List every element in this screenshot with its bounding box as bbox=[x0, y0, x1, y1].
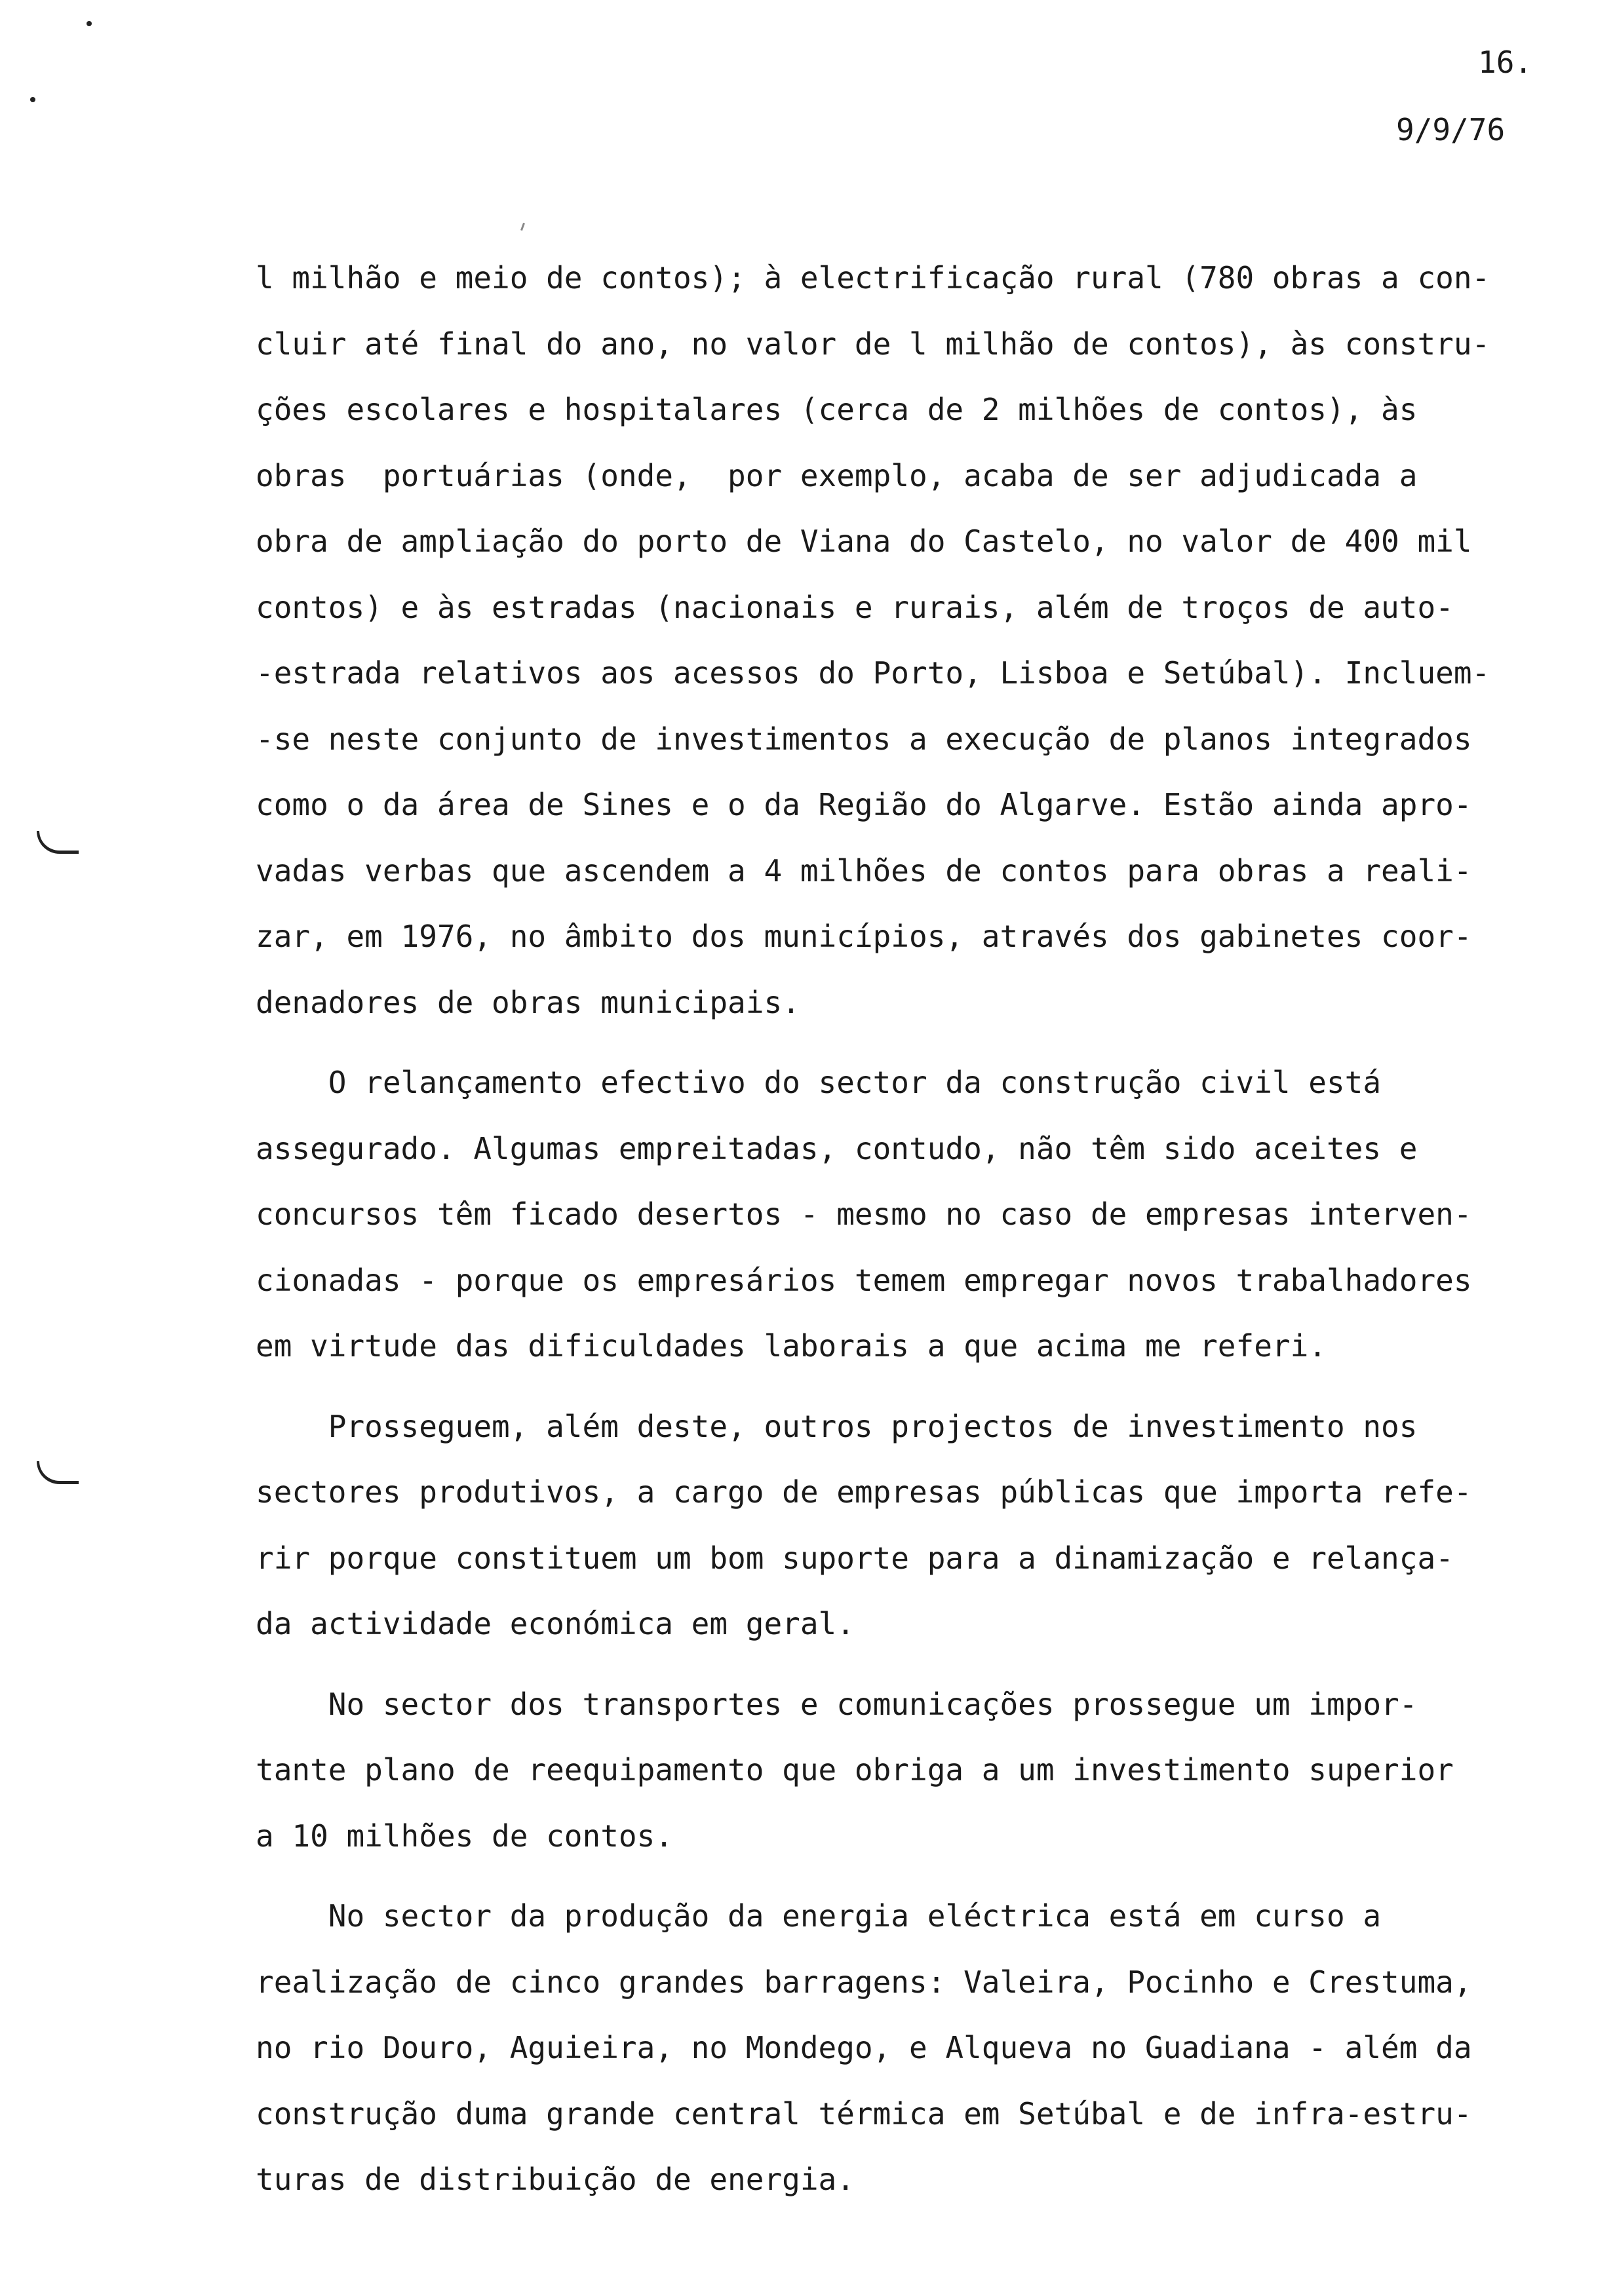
margin-dot-mark bbox=[30, 97, 35, 102]
text-line: obra de ampliação do porto de Viana do Castelo, no valor de 400 mil bbox=[256, 524, 1472, 559]
text-line: cluir até final do ano, no valor de l milhão de contos), às constru- bbox=[256, 326, 1490, 362]
text-line: como o da área de Sines e o da Região do Algarve. Estão ainda apro- bbox=[256, 787, 1472, 822]
text-line: sectores produtivos, a cargo de empresas públicas que importa refe- bbox=[256, 1474, 1472, 1510]
text-line: em virtude das dificuldades laborais a que acima me referi. bbox=[256, 1328, 1327, 1364]
text-line: no rio Douro, Aguieira, no Mondego, e Alqueva no Guadiana - além da bbox=[256, 2030, 1472, 2065]
text-line: realização de cinco grandes barragens: Valeira, Pocinho e Crestuma, bbox=[256, 1964, 1472, 2000]
text-line: zar, em 1976, no âmbito dos municípios, através dos gabinetes coor- bbox=[256, 919, 1472, 954]
stray-pen-mark bbox=[520, 223, 525, 231]
binder-hole-mark bbox=[37, 831, 79, 854]
text-line: construção duma grande central térmica em Setúbal e de infra-estru- bbox=[256, 2095, 1472, 2132]
text-line: -se neste conjunto de investimentos a execução de planos integrados bbox=[256, 721, 1472, 757]
text-line: concursos têm ficado desertos - mesmo no caso de empresas interven- bbox=[256, 1196, 1472, 1232]
text-line: denadores de obras municipais. bbox=[256, 984, 800, 1020]
text-line: contos) e às estradas (nacionais e rurais, além de troços de auto- bbox=[256, 589, 1454, 625]
document-body bbox=[256, 245, 1586, 2213]
text-line: assegurado. Algumas empreitadas, contudo, não têm sido aceites e bbox=[256, 1130, 1418, 1166]
paragraph-gap bbox=[256, 1035, 1586, 1050]
text-line: vadas verbas que ascendem a 4 milhões de contos para obras a reali- bbox=[256, 852, 1472, 889]
text-line: O relançamento efectivo do sector da construção civil está bbox=[256, 1065, 1382, 1100]
text-line: -estrada relativos aos acessos do Porto, Lisboa e Setúbal). Incluem- bbox=[256, 655, 1490, 691]
text-line: ções escolares e hospitalares (cerca de 2 milhões de contos), às bbox=[256, 392, 1418, 427]
text-line: l milhão e meio de contos); à electrificação rural (780 obras a con- bbox=[256, 260, 1490, 296]
text-line: tante plano de reequipamento que obriga a um investimento superior bbox=[256, 1752, 1454, 1788]
page-date: 9/9/76 bbox=[1396, 112, 1506, 147]
text-line: turas de distribuição de energia. bbox=[256, 2162, 855, 2197]
text-line: cionadas - porque os empresários temem empregar novos trabalhadores bbox=[256, 1262, 1472, 1298]
text-line: rir porque constituem um bom suporte para a dinamização e relança- bbox=[256, 1540, 1454, 1576]
page-number: 16. bbox=[1478, 45, 1533, 80]
text-line: No sector da produção da energia eléctrica está em curso a bbox=[256, 1898, 1382, 1934]
paragraph-gap bbox=[256, 1657, 1586, 1672]
paragraph-gap bbox=[256, 1869, 1586, 1883]
paragraph-gap bbox=[256, 1379, 1586, 1394]
binder-hole-mark bbox=[37, 1461, 79, 1484]
text-line: Prosseguem, além deste, outros projectos de investimento nos bbox=[256, 1408, 1418, 1444]
text-line: obras portuárias (onde, por exemplo, acaba de ser adjudicada a bbox=[256, 457, 1418, 493]
text-line: No sector dos transportes e comunicações prossegue um impor- bbox=[256, 1686, 1418, 1722]
margin-dot-mark bbox=[87, 21, 92, 26]
text-line: da actividade económica em geral. bbox=[256, 1606, 855, 1641]
text-line: a 10 milhões de contos. bbox=[256, 1818, 673, 1854]
